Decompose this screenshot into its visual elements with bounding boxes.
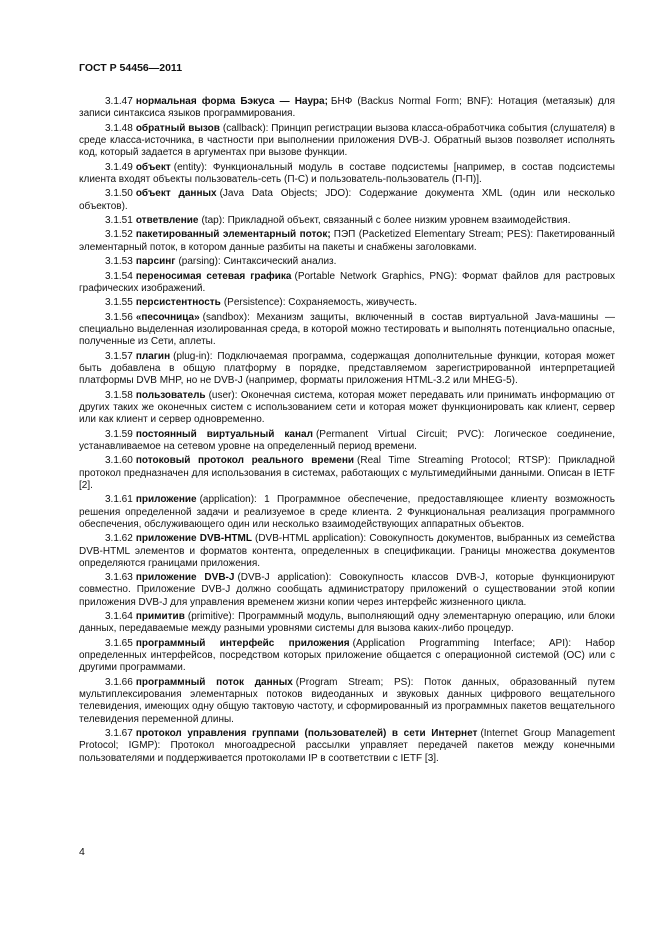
entry-term: программный интерфейс приложения (135, 637, 350, 649)
entry-number: 3.1.58 (105, 389, 133, 401)
entry-number: 3.1.63 (105, 572, 133, 584)
entry-text: (sandbox): Механизм защиты, включенный в состав виртуальной Java-машины — специально выделенная изолированная среда, в которой можно тестировать и выполнять потенциально опасные, полученные из Сети, аплеты. (79, 311, 615, 348)
standard-header: ГОСТ Р 54456—2011 (79, 62, 183, 74)
entry-number: 3.1.65 (105, 637, 133, 649)
entry-number: 3.1.54 (105, 270, 133, 282)
entry-number: 3.1.62 (105, 533, 133, 545)
entry-text: (user): Оконечная система, которая может передавать или принимать информацию от других таких же оконечных систем с использованием сети и которая может функционировать как клиент, сервер или как клиент и сервер одновременно. (79, 389, 615, 426)
entry-text: (callback): Принцип регистрации вызова класса-обработчика события (слушателя) в среде класса-источника, в частности при выполнении приложения DVB-J. Обратный вызов позволяет исполнять код, который задается в аргументах при вызове функции. (79, 122, 615, 159)
entry-term: постоянный виртуальный канал (135, 428, 313, 440)
definition-entry (79, 229, 615, 254)
entry-text: (parsing): Синтаксический анализ. (178, 256, 337, 268)
entry-number: 3.1.47 (105, 96, 133, 107)
entry-number: 3.1.67 (105, 728, 133, 740)
entry-term: парсинг (135, 256, 176, 268)
entry-text: (Application Programming Interface; API): Набор определенных интерфейсов, посредством которых приложение общается с операционной системой (ОС) или с другими программами. (79, 637, 615, 674)
definition-entry (79, 297, 615, 309)
entry-number: 3.1.50 (105, 188, 133, 200)
entry-term: переносимая сетевая графика (135, 270, 292, 282)
entry-number: 3.1.66 (105, 676, 133, 688)
definition-entry (79, 256, 615, 268)
entry-term: объект (135, 161, 171, 173)
entry-number: 3.1.53 (105, 256, 133, 268)
entry-term: приложение (135, 494, 197, 506)
definition-entry (79, 455, 615, 492)
definition-entry (79, 677, 615, 726)
entry-term: потоковый протокол реального времени (135, 455, 355, 467)
entry-term: плагин (135, 350, 171, 362)
entry-term: ответвление (135, 215, 199, 227)
entry-term: пользователь (135, 389, 206, 401)
entry-text: (entity): Функциональный модуль в составе подсистемы [например, в состав подсистемы клиента входят объекты пользователь-сеть (П-С) и пользователь-пользователь (П-П)]. (79, 161, 615, 185)
entry-text: ПЭП (Packetized Elementary Stream; PES): Пакетированный элементарный поток, в котором данные разбиты на пакеты и снабжены заголовками. (79, 229, 615, 253)
page-number: 4 (79, 846, 85, 858)
entry-text: (Portable Network Graphics, PNG): Формат файлов для растровых графических изображений. (79, 270, 615, 294)
definition-entry (79, 351, 615, 388)
definition-entry (79, 188, 615, 213)
entry-term: приложение DVB-J (135, 572, 235, 584)
entry-number: 3.1.57 (105, 350, 133, 362)
definition-entry (79, 123, 615, 160)
entry-text: (Persistence): Сохраняемость, живучесть. (223, 297, 418, 309)
definition-entry (79, 533, 615, 570)
entry-text: (plug-in): Подключаемая программа, содержащая дополнительные функции, которая может быть добавлена в общую платформу в порядке, представляемом зарегистрированной интерпретацией платформы DVB MHP, но не DVB-J (например, форматы приложения HTML-3.2 или MHEG-5). (79, 350, 615, 387)
entry-term: персистентность (135, 297, 221, 309)
entry-term: пакетированный элементарный поток; (135, 229, 331, 241)
entry-term: нормальная форма Бэкуса — Наура; (135, 96, 328, 107)
entry-term: приложение DVB-HTML (135, 533, 252, 545)
entry-number: 3.1.49 (105, 161, 133, 173)
definition-entry (79, 494, 615, 531)
entry-number: 3.1.56 (105, 311, 133, 323)
definition-entry (79, 96, 615, 121)
entry-term: примитив (135, 611, 185, 623)
definition-entry (79, 390, 615, 427)
entry-term: «песочница» (135, 311, 200, 323)
entry-text: (Program Stream; PS): Поток данных, образованный путем мультиплексирования элементарных потоков видеоданных и звуковых данных цифрового вещательного телевидения, имеющих одну общую тактовую частоту, и сформированный из программных пакетов вещательного телевидения переменной длины. (79, 676, 615, 725)
entry-term: программный поток данных (135, 676, 293, 688)
entry-number: 3.1.60 (105, 455, 133, 467)
definition-entry (79, 215, 615, 227)
entry-text: (Java Data Objects; JDO): Содержание документа XML (один или несколько объектов). (79, 188, 615, 212)
definition-entry (79, 312, 615, 349)
entry-text: (primitive): Программный модуль, выполняющий одну элементарную операцию, или блоки данных, передаваемые между разными уровнями системы для вызова каких-либо процедур. (79, 611, 615, 635)
entry-number: 3.1.51 (105, 215, 133, 227)
definition-entry (79, 638, 615, 675)
entry-number: 3.1.48 (105, 122, 133, 134)
entry-number: 3.1.52 (105, 229, 133, 241)
entry-text: (Real Time Streaming Protocol; RTSP): Прикладной протокол предназначен для использования в системах, работающих с мультимедийными данными. Описан в IETF [2]. (79, 455, 615, 491)
definition-entry (79, 162, 615, 187)
entry-text: (Permanent Virtual Circuit; PVC): Логическое соединение, устанавливаемое на сетевом уровне на определенный период времени. (79, 428, 615, 452)
entry-term: обратный вызов (135, 122, 220, 134)
entry-number: 3.1.64 (105, 611, 133, 623)
entry-text: БНФ (Backus Normal Form; BNF): Нотация (метаязык) для записи синтаксиса языков программирования. (79, 96, 615, 120)
entry-number: 3.1.55 (105, 297, 133, 309)
definition-entry (79, 271, 615, 296)
entry-text: (DVB-HTML application): Совокупность документов, выбранных из семейства DVB-HTML элементов и форматов контента, определенных в спецификации. Границы множества документов определяются границами приложения. (79, 533, 615, 569)
entry-term: протокол управления группами (пользователей) в сети Интернет (135, 728, 478, 740)
entry-text: (tap): Прикладной объект, связанный с более низким уровнем взаимодействия. (201, 215, 571, 227)
entry-text: (application): 1 Программное обеспечение, предоставляющее клиенту возможность решения определенной задачи и реализуемое в среде клиента. 2 Функциональная реализация программного обеспечения, обслуживающего один или несколько взаимодействующих аппаратных объектов. (79, 494, 615, 530)
definition-entry (79, 429, 615, 454)
definition-entry (79, 728, 615, 765)
entry-text: (Internet Group Management Protocol; IGMP): Протокол многоадресной рассылки управляет передачей пакетов между конечными пользователями и поддерживается протоколами IP в соответствии с IETF [3]. (79, 728, 615, 764)
definition-entry (79, 611, 615, 636)
entry-term: объект данных (135, 188, 217, 200)
entry-number: 3.1.61 (105, 494, 133, 506)
definition-entry (79, 572, 615, 609)
definitions-list (79, 96, 615, 767)
entry-number: 3.1.59 (105, 428, 133, 440)
entry-text: (DVB-J application): Совокупность классов DVB-J, которые функционируют совместно. Приложение DVB-J должно сообщать администратору приложений о существовании этой копии приложения DVB-J для управления временем жизни копии через интерфейс жизненного цикла. (79, 572, 616, 608)
